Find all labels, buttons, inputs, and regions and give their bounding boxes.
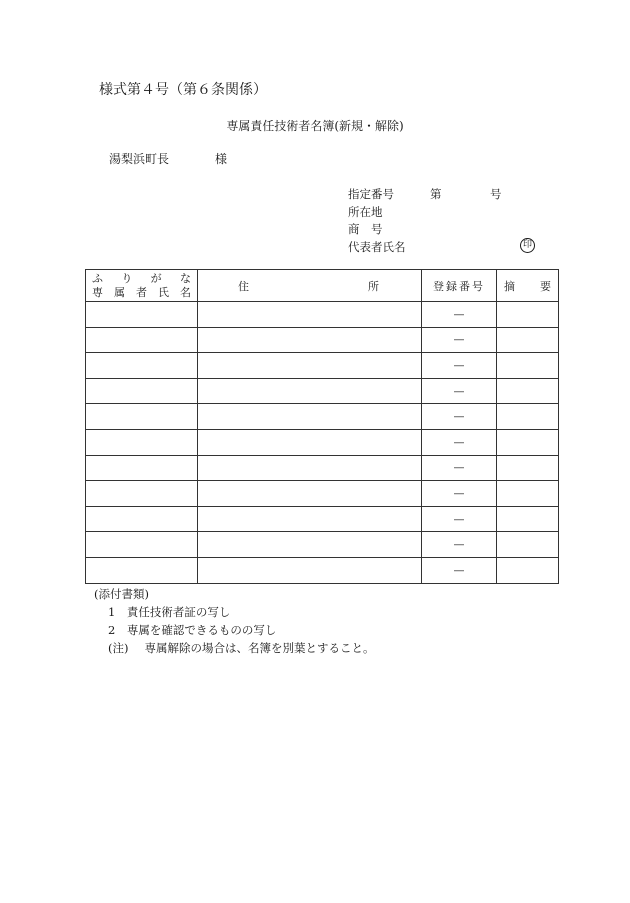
designation-row: [348, 186, 502, 204]
remarks-cell[interactable]: [497, 404, 559, 430]
name-cell[interactable]: [86, 532, 198, 558]
address-cell[interactable]: [198, 532, 422, 558]
name-cell[interactable]: [86, 455, 198, 481]
attachments-heading: (添付書類): [94, 587, 149, 601]
representative-row: [348, 239, 532, 257]
table-row: [86, 481, 559, 507]
remarks-cell[interactable]: [497, 506, 559, 532]
seal-icon: 印: [520, 238, 535, 253]
name-cell[interactable]: [86, 429, 198, 455]
table-row: [86, 327, 559, 353]
attachments-section: [94, 585, 374, 657]
registration-cell[interactable]: —: [422, 481, 497, 507]
trade-name-label: 商 号: [348, 222, 383, 236]
addressee-honorific: 様: [215, 152, 228, 166]
address-cell[interactable]: [198, 404, 422, 430]
form-number: 様式第４号（第６条関係）: [99, 82, 267, 98]
document-title: 専属責任技術者名簿(新規・解除): [226, 119, 404, 133]
registration-cell[interactable]: —: [422, 327, 497, 353]
registration-cell[interactable]: —: [422, 532, 497, 558]
remarks-cell[interactable]: [497, 327, 559, 353]
address-cell[interactable]: [198, 353, 422, 379]
note-text: 専属解除の場合は、名簿を別葉とすること。: [144, 641, 375, 655]
name-cell[interactable]: [86, 353, 198, 379]
applicant-info: [348, 186, 532, 256]
note-label: (注): [108, 641, 129, 655]
register-table: [85, 269, 559, 584]
header-registration: 登録番号: [422, 270, 497, 302]
trade-name-row: [348, 221, 406, 239]
remarks-cell[interactable]: [497, 378, 559, 404]
header-name: [86, 270, 198, 302]
name-cell[interactable]: [86, 506, 198, 532]
address-cell[interactable]: [198, 455, 422, 481]
header-address: 住 所: [198, 270, 422, 302]
registration-cell[interactable]: —: [422, 429, 497, 455]
remarks-cell[interactable]: [497, 302, 559, 328]
addressee: [109, 150, 227, 167]
remarks-cell[interactable]: [497, 557, 559, 583]
remarks-cell[interactable]: [497, 481, 559, 507]
table-row: [86, 557, 559, 583]
address-cell[interactable]: [198, 506, 422, 532]
designation-suffix: 号: [490, 187, 502, 201]
table-row: [86, 353, 559, 379]
table-row: [86, 302, 559, 328]
header-remarks: 摘 要: [497, 270, 559, 302]
name-cell[interactable]: [86, 481, 198, 507]
address-row: [348, 204, 406, 222]
address-cell[interactable]: [198, 378, 422, 404]
attachment-item: 1 責任技術者証の写し: [108, 605, 231, 619]
note: [94, 639, 374, 657]
registration-cell[interactable]: —: [422, 557, 497, 583]
registration-cell[interactable]: —: [422, 506, 497, 532]
address-label: 所在地: [348, 204, 383, 219]
addressee-name: 湯梨浜町長: [109, 152, 170, 166]
registration-cell[interactable]: —: [422, 302, 497, 328]
address-cell[interactable]: [198, 302, 422, 328]
table-row: [86, 506, 559, 532]
designation-label: 指定番号: [348, 187, 394, 201]
name-cell[interactable]: [86, 302, 198, 328]
remarks-cell[interactable]: [497, 429, 559, 455]
attachment-item: 2 専属を確認できるものの写し: [108, 623, 277, 637]
registration-cell[interactable]: —: [422, 404, 497, 430]
registration-cell[interactable]: —: [422, 455, 497, 481]
table-row: [86, 404, 559, 430]
table-row: [86, 429, 559, 455]
remarks-cell[interactable]: [497, 532, 559, 558]
table-row: [86, 532, 559, 558]
registration-cell[interactable]: —: [422, 378, 497, 404]
name-cell[interactable]: [86, 378, 198, 404]
name-cell[interactable]: [86, 404, 198, 430]
name-cell[interactable]: [86, 327, 198, 353]
address-cell[interactable]: [198, 557, 422, 583]
address-cell[interactable]: [198, 327, 422, 353]
table-row: [86, 378, 559, 404]
address-cell[interactable]: [198, 481, 422, 507]
remarks-cell[interactable]: [497, 455, 559, 481]
representative-label: 代表者氏名: [348, 239, 406, 254]
address-cell[interactable]: [198, 429, 422, 455]
registration-cell[interactable]: —: [422, 353, 497, 379]
name-cell[interactable]: [86, 557, 198, 583]
header-name-text: 専 属 者 氏 名: [92, 285, 191, 299]
table-row: [86, 455, 559, 481]
remarks-cell[interactable]: [497, 353, 559, 379]
header-furigana: ふ り が な: [92, 271, 191, 285]
table-header-row: [86, 270, 559, 302]
designation-prefix: 第: [430, 187, 442, 201]
